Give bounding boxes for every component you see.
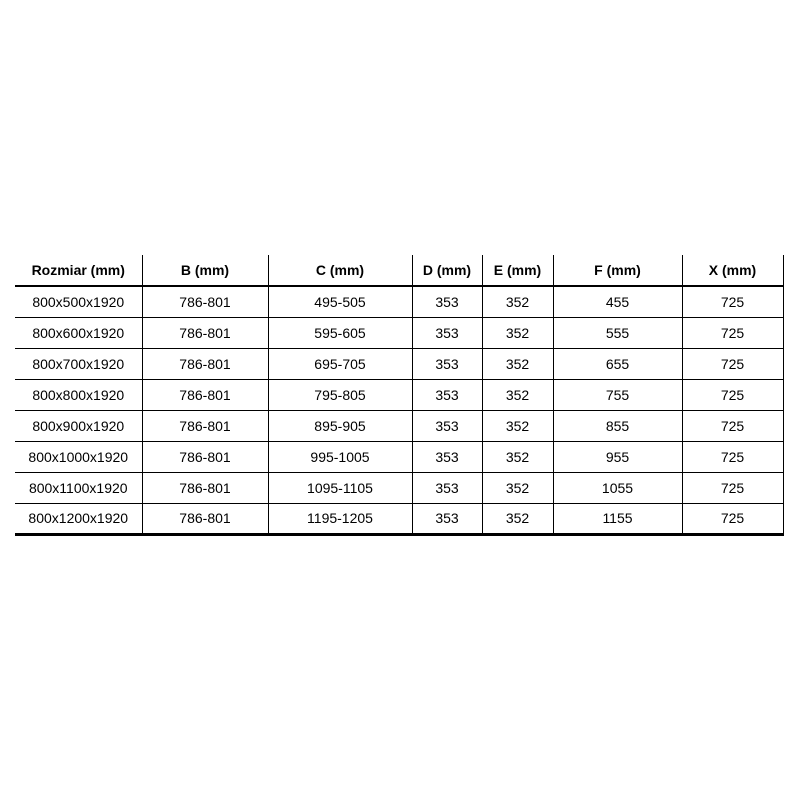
table-cell: 1195-1205 — [268, 503, 412, 534]
table-cell: 786-801 — [142, 441, 268, 472]
table-header-row — [15, 255, 783, 286]
table-cell: 1155 — [553, 503, 682, 534]
table-cell: 725 — [682, 317, 783, 348]
table-cell: 352 — [482, 348, 553, 379]
table-cell: 353 — [412, 441, 482, 472]
table-cell: 352 — [482, 410, 553, 441]
table-cell: 353 — [412, 472, 482, 503]
table-cell: 800x700x1920 — [15, 348, 142, 379]
col-header-x: X (mm) — [682, 255, 783, 286]
table-cell: 795-805 — [268, 379, 412, 410]
table-cell: 455 — [553, 286, 682, 317]
col-header-c: C (mm) — [268, 255, 412, 286]
table-cell: 595-605 — [268, 317, 412, 348]
table-cell: 800x1200x1920 — [15, 503, 142, 534]
table-cell: 786-801 — [142, 348, 268, 379]
table-cell: 786-801 — [142, 286, 268, 317]
table-row — [15, 286, 783, 317]
table-cell: 786-801 — [142, 317, 268, 348]
table-row — [15, 348, 783, 379]
table-cell: 352 — [482, 286, 553, 317]
table-cell: 725 — [682, 441, 783, 472]
table-cell: 495-505 — [268, 286, 412, 317]
table-cell: 800x1000x1920 — [15, 441, 142, 472]
table-cell: 800x500x1920 — [15, 286, 142, 317]
table-cell: 353 — [412, 317, 482, 348]
table-cell: 352 — [482, 441, 553, 472]
table-cell: 1055 — [553, 472, 682, 503]
table-row — [15, 503, 783, 534]
table-row — [15, 441, 783, 472]
table-cell: 353 — [412, 503, 482, 534]
table-cell: 352 — [482, 317, 553, 348]
table-row — [15, 379, 783, 410]
table-cell: 725 — [682, 503, 783, 534]
table-cell: 655 — [553, 348, 682, 379]
table-cell: 800x1100x1920 — [15, 472, 142, 503]
table-cell: 725 — [682, 379, 783, 410]
table-cell: 352 — [482, 379, 553, 410]
table-cell: 352 — [482, 503, 553, 534]
table-cell: 352 — [482, 472, 553, 503]
table-cell: 755 — [553, 379, 682, 410]
table-cell: 800x600x1920 — [15, 317, 142, 348]
table-row — [15, 317, 783, 348]
table-cell: 353 — [412, 379, 482, 410]
table-cell: 1095-1105 — [268, 472, 412, 503]
table-row — [15, 472, 783, 503]
table-cell: 995-1005 — [268, 441, 412, 472]
table-cell: 800x900x1920 — [15, 410, 142, 441]
table-cell: 786-801 — [142, 410, 268, 441]
table-cell: 800x800x1920 — [15, 379, 142, 410]
specs-table — [15, 255, 784, 536]
table-cell: 786-801 — [142, 503, 268, 534]
table-cell: 955 — [553, 441, 682, 472]
col-header-d: D (mm) — [412, 255, 482, 286]
table-cell: 353 — [412, 286, 482, 317]
table-row — [15, 410, 783, 441]
table-cell: 725 — [682, 286, 783, 317]
table-cell: 895-905 — [268, 410, 412, 441]
table-cell: 725 — [682, 348, 783, 379]
table-cell: 786-801 — [142, 379, 268, 410]
table-cell: 353 — [412, 410, 482, 441]
table-cell: 725 — [682, 410, 783, 441]
col-header-b: B (mm) — [142, 255, 268, 286]
table-cell: 725 — [682, 472, 783, 503]
col-header-f: F (mm) — [553, 255, 682, 286]
table-cell: 786-801 — [142, 472, 268, 503]
table-cell: 353 — [412, 348, 482, 379]
col-header-rozmiar: Rozmiar (mm) — [15, 255, 142, 286]
table-cell: 695-705 — [268, 348, 412, 379]
table-cell: 855 — [553, 410, 682, 441]
table-cell: 555 — [553, 317, 682, 348]
col-header-e: E (mm) — [482, 255, 553, 286]
